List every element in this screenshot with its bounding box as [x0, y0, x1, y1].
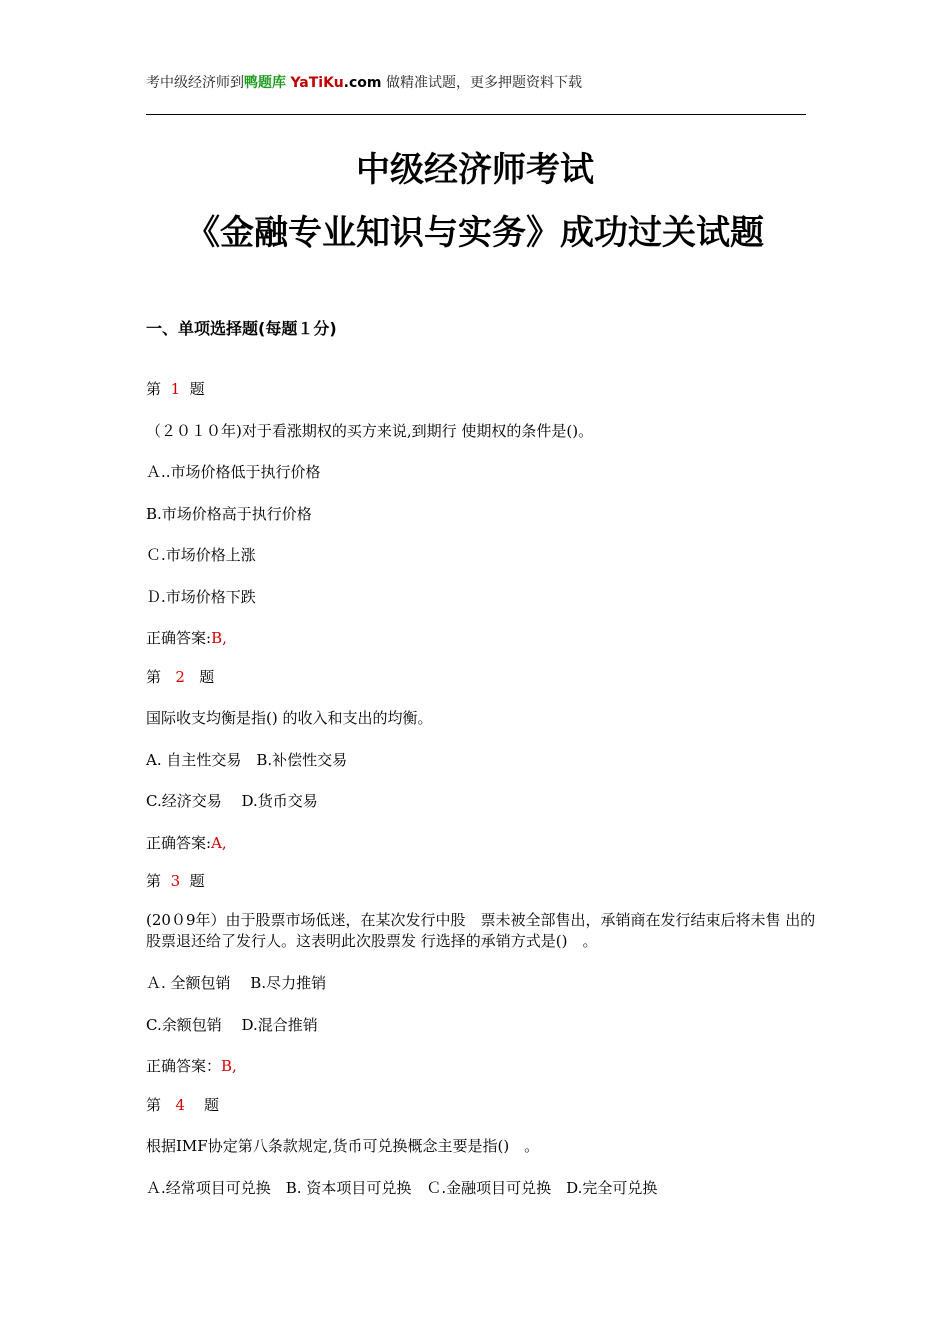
question-label-pre: 第 — [146, 1096, 162, 1114]
question-2-answer — [146, 832, 227, 853]
question-4-options: Ａ.经常项目可兑换 B. 资本项目可兑换 Ｃ.金融项目可兑换 D.完全可兑换 — [146, 1179, 658, 1197]
question-number: 4 — [175, 1096, 185, 1114]
brand-name-cn[interactable]: 鸭题库 — [244, 75, 286, 91]
question-3-answer — [146, 1055, 237, 1076]
question-4-label — [146, 1094, 219, 1115]
question-label-post: 题 — [189, 872, 205, 890]
question-1-option-c: Ｃ.市场价格上涨 — [146, 546, 256, 564]
question-3-options-ab: Ａ. 全额包销 B.尽力推销 — [146, 974, 327, 992]
question-label-pre: 第 — [146, 668, 162, 686]
page-subtitle: 《金融专业知识与实务》成功过关试题 — [186, 213, 764, 253]
section-heading: 一、单项选择题(每题１分) — [146, 319, 337, 338]
question-number: 3 — [170, 872, 181, 890]
question-number: 2 — [175, 668, 185, 686]
answer-label: 正确答案: — [146, 834, 212, 852]
question-1-label — [146, 378, 205, 399]
answer-value: A, — [211, 834, 227, 852]
question-1-stem: （２０１０年)对于看涨期权的买方来说,到期行 使期权的条件是()。 — [146, 422, 594, 440]
answer-value: B, — [211, 629, 227, 647]
header-suffix: 做精准试题，更多押题资料下载 — [385, 75, 582, 91]
answer-label: 正确答案： — [146, 1057, 222, 1075]
question-1-answer — [146, 627, 227, 648]
header-divider — [146, 114, 806, 115]
page-title: 中级经济师考试 — [356, 150, 594, 190]
question-2-stem: 国际收支均衡是指() 的收入和支出的均衡。 — [146, 709, 433, 727]
question-label-post: 题 — [189, 380, 205, 398]
question-1-option-d: Ｄ.市场价格下跌 — [146, 588, 256, 606]
question-label-pre: 第 — [146, 380, 162, 398]
brand-domain[interactable]: .com — [343, 75, 382, 91]
question-4-stem: 根据IMF协定第八条款规定,货币可兑换概念主要是指() 。 — [146, 1137, 540, 1155]
question-2-label — [146, 666, 214, 687]
question-1-option-a: Ａ..市场价格低于执行价格 — [146, 463, 321, 481]
question-2-options-ab: A. 自主性交易 B.补偿性交易 — [146, 751, 348, 769]
answer-label: 正确答案: — [146, 629, 212, 647]
brand-name-en[interactable]: YaTiKu — [290, 75, 344, 91]
question-3-label — [146, 870, 205, 891]
page-header — [146, 72, 582, 92]
question-label-post: 题 — [199, 668, 215, 686]
answer-value: B, — [221, 1057, 237, 1075]
question-1-option-b: B.市场价格高于执行价格 — [146, 505, 312, 523]
question-label-pre: 第 — [146, 872, 162, 890]
question-label-post: 题 — [203, 1096, 219, 1114]
question-3-options-cd: C.余额包销 D.混合推销 — [146, 1016, 318, 1034]
question-3-stem: (20０9年）由于股票市场低迷，在某次发行中股 票未被全部售出，承销商在发行结束后将未售 出的股票退还给了发行人。这表明此次股票发 行选择的承销方式是() 。 — [146, 911, 816, 950]
question-number: 1 — [170, 380, 181, 398]
header-prefix: 考中级经济师到 — [146, 75, 244, 91]
question-2-options-cd: C.经济交易 D.货币交易 — [146, 792, 318, 810]
